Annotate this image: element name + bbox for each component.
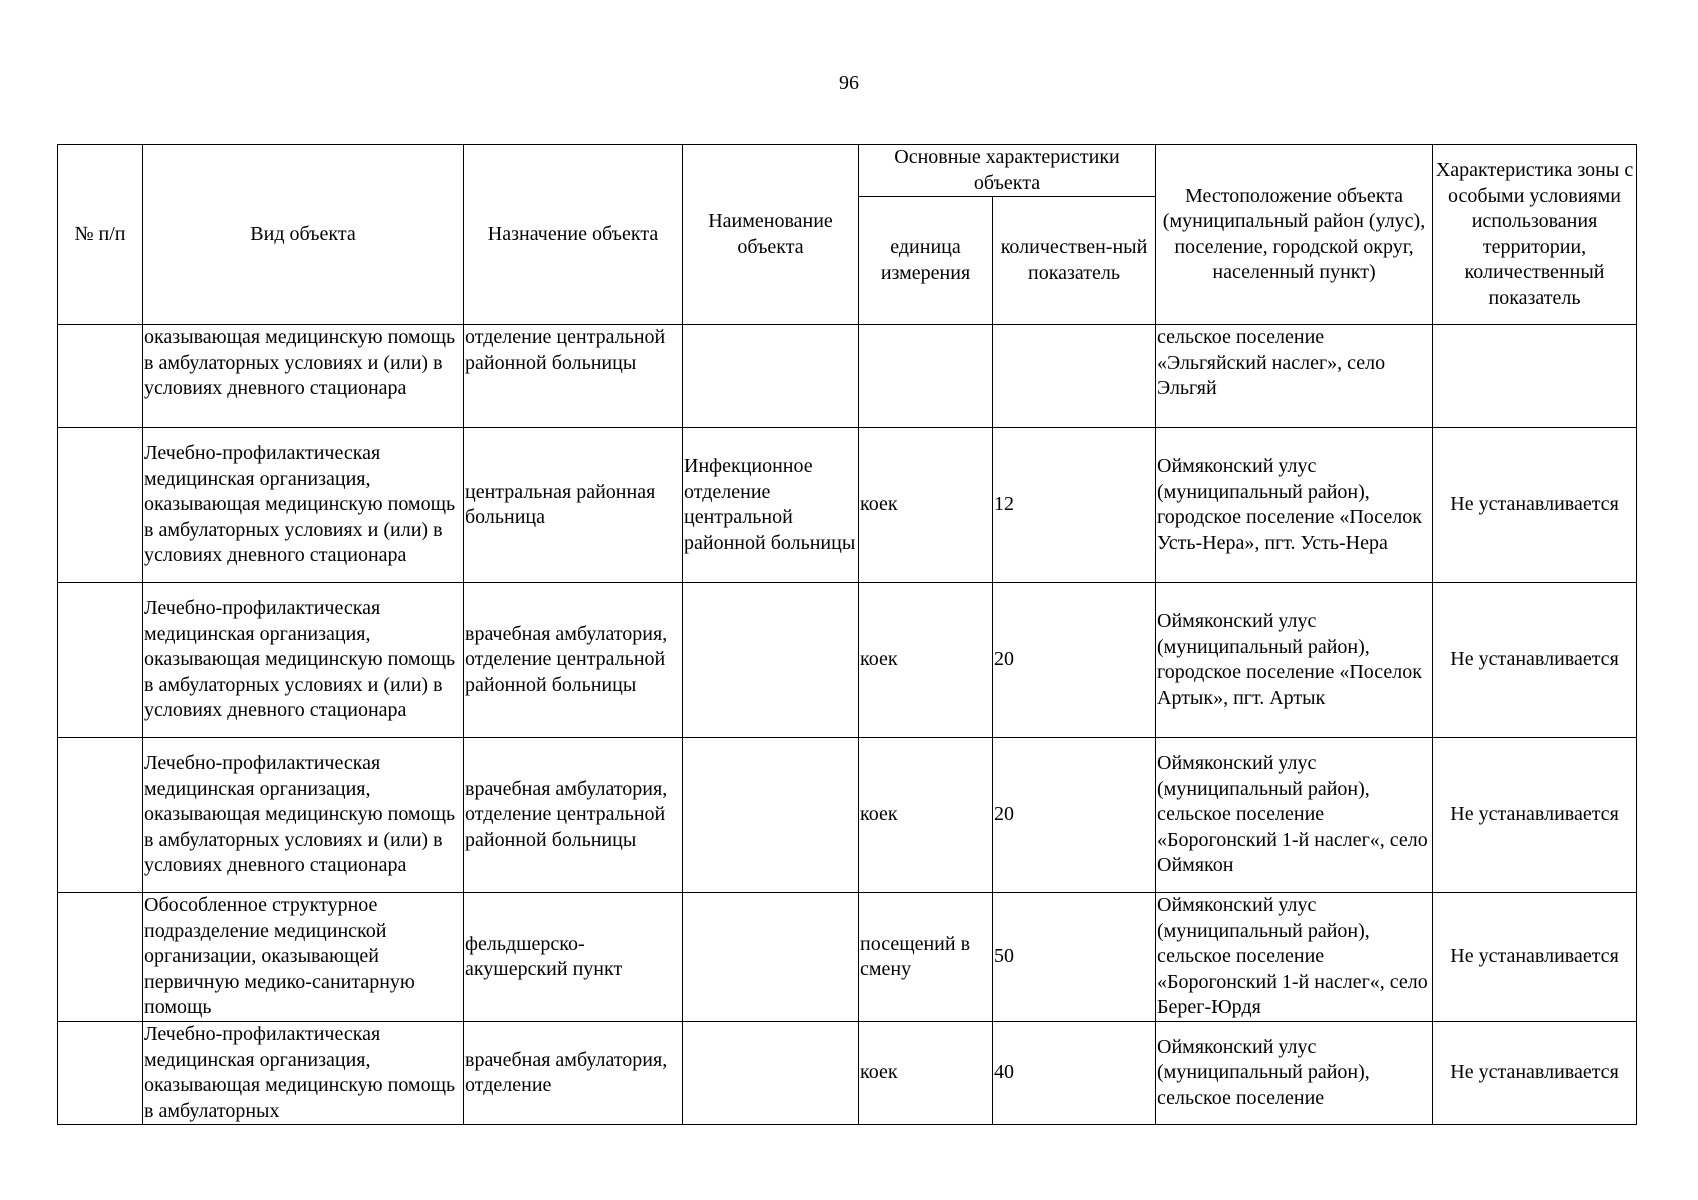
cell-type: Лечебно-профилактическая медицинская организация, оказывающая медицинскую помощь в амбулаторных условиях и (или) в условиях дневного стационара — [143, 428, 464, 583]
cell-zone: Не устанавливается — [1433, 583, 1637, 738]
cell-unit — [859, 325, 993, 428]
cell-quantity: 12 — [993, 428, 1156, 583]
cell-name: Инфекционное отделение центральной районной больницы — [683, 428, 859, 583]
cell-location: сельское поселение «Эльгяйский наслег», село Эльгяй — [1156, 325, 1433, 428]
table-row — [58, 1022, 1637, 1125]
cell-num — [58, 893, 143, 1022]
cell-num — [58, 738, 143, 893]
header-zone: Характеристика зоны с особыми условиями использования территории, количественный показатель — [1433, 145, 1637, 325]
cell-zone: Не устанавливается — [1433, 738, 1637, 893]
cell-location: Оймяконский улус (муниципальный район), сельское поселение «Борогонский 1-й наслег«, село Берег-Юрдя — [1156, 893, 1433, 1022]
cell-location: Оймяконский улус (муниципальный район), сельское поселение — [1156, 1022, 1433, 1125]
cell-type: Лечебно-профилактическая медицинская организация, оказывающая медицинскую помощь в амбулаторных условиях и (или) в условиях дневного стационара — [143, 738, 464, 893]
cell-zone: Не устанавливается — [1433, 893, 1637, 1022]
table-row — [58, 893, 1637, 1022]
header-unit: единица измерения — [859, 197, 993, 325]
cell-name — [683, 893, 859, 1022]
table-row — [58, 428, 1637, 583]
cell-name — [683, 583, 859, 738]
cell-type: Лечебно-профилактическая медицинская организация, оказывающая медицинскую помощь в амбулаторных — [143, 1022, 464, 1125]
objects-table — [57, 144, 1637, 1125]
cell-quantity: 40 — [993, 1022, 1156, 1125]
cell-name — [683, 738, 859, 893]
cell-num — [58, 1022, 143, 1125]
cell-quantity: 20 — [993, 738, 1156, 893]
header-main-characteristics: Основные характеристики объекта — [859, 145, 1156, 197]
cell-location: Оймяконский улус (муниципальный район), городское поселение «Поселок Усть-Нера», пгт. Усть-Нера — [1156, 428, 1433, 583]
header-num: № п/п — [58, 145, 143, 325]
table-row — [58, 738, 1637, 893]
table-row — [58, 325, 1637, 428]
cell-num — [58, 428, 143, 583]
cell-purpose: центральная районная больница — [464, 428, 683, 583]
header-location: Местоположение объекта (муниципальный район (улус), поселение, городской округ, населенный пункт) — [1156, 145, 1433, 325]
cell-zone — [1433, 325, 1637, 428]
cell-zone: Не устанавливается — [1433, 1022, 1637, 1125]
cell-purpose: врачебная амбулатория, отделение — [464, 1022, 683, 1125]
cell-purpose: отделение центральной районной больницы — [464, 325, 683, 428]
cell-purpose: врачебная амбулатория, отделение центральной районной больницы — [464, 583, 683, 738]
header-quantity: количествен-ный показатель — [993, 197, 1156, 325]
cell-zone: Не устанавливается — [1433, 428, 1637, 583]
cell-unit: посещений в смену — [859, 893, 993, 1022]
cell-type: Обособленное структурное подразделение медицинской организации, оказывающей первичную медико-санитарную помощь — [143, 893, 464, 1022]
header-type: Вид объекта — [143, 145, 464, 325]
cell-purpose: врачебная амбулатория, отделение центральной районной больницы — [464, 738, 683, 893]
cell-name — [683, 1022, 859, 1125]
cell-purpose: фельдшерско-акушерский пункт — [464, 893, 683, 1022]
cell-quantity — [993, 325, 1156, 428]
cell-type: оказывающая медицинскую помощь в амбулаторных условиях и (или) в условиях дневного стационара — [143, 325, 464, 428]
cell-location: Оймяконский улус (муниципальный район), городское поселение «Поселок Артык», пгт. Артык — [1156, 583, 1433, 738]
cell-num — [58, 583, 143, 738]
header-purpose: Назначение объекта — [464, 145, 683, 325]
page-number: 96 — [839, 72, 859, 94]
cell-unit: коек — [859, 428, 993, 583]
header-name: Наименование объекта — [683, 145, 859, 325]
cell-num — [58, 325, 143, 428]
header-row — [58, 145, 1637, 197]
cell-unit: коек — [859, 738, 993, 893]
cell-type: Лечебно-профилактическая медицинская организация, оказывающая медицинскую помощь в амбулаторных условиях и (или) в условиях дневного стационара — [143, 583, 464, 738]
cell-quantity: 20 — [993, 583, 1156, 738]
table-row — [58, 583, 1637, 738]
cell-unit: коек — [859, 583, 993, 738]
cell-unit: коек — [859, 1022, 993, 1125]
cell-location: Оймяконский улус (муниципальный район), сельское поселение «Борогонский 1-й наслег«, село Оймякон — [1156, 738, 1433, 893]
cell-name — [683, 325, 859, 428]
cell-quantity: 50 — [993, 893, 1156, 1022]
